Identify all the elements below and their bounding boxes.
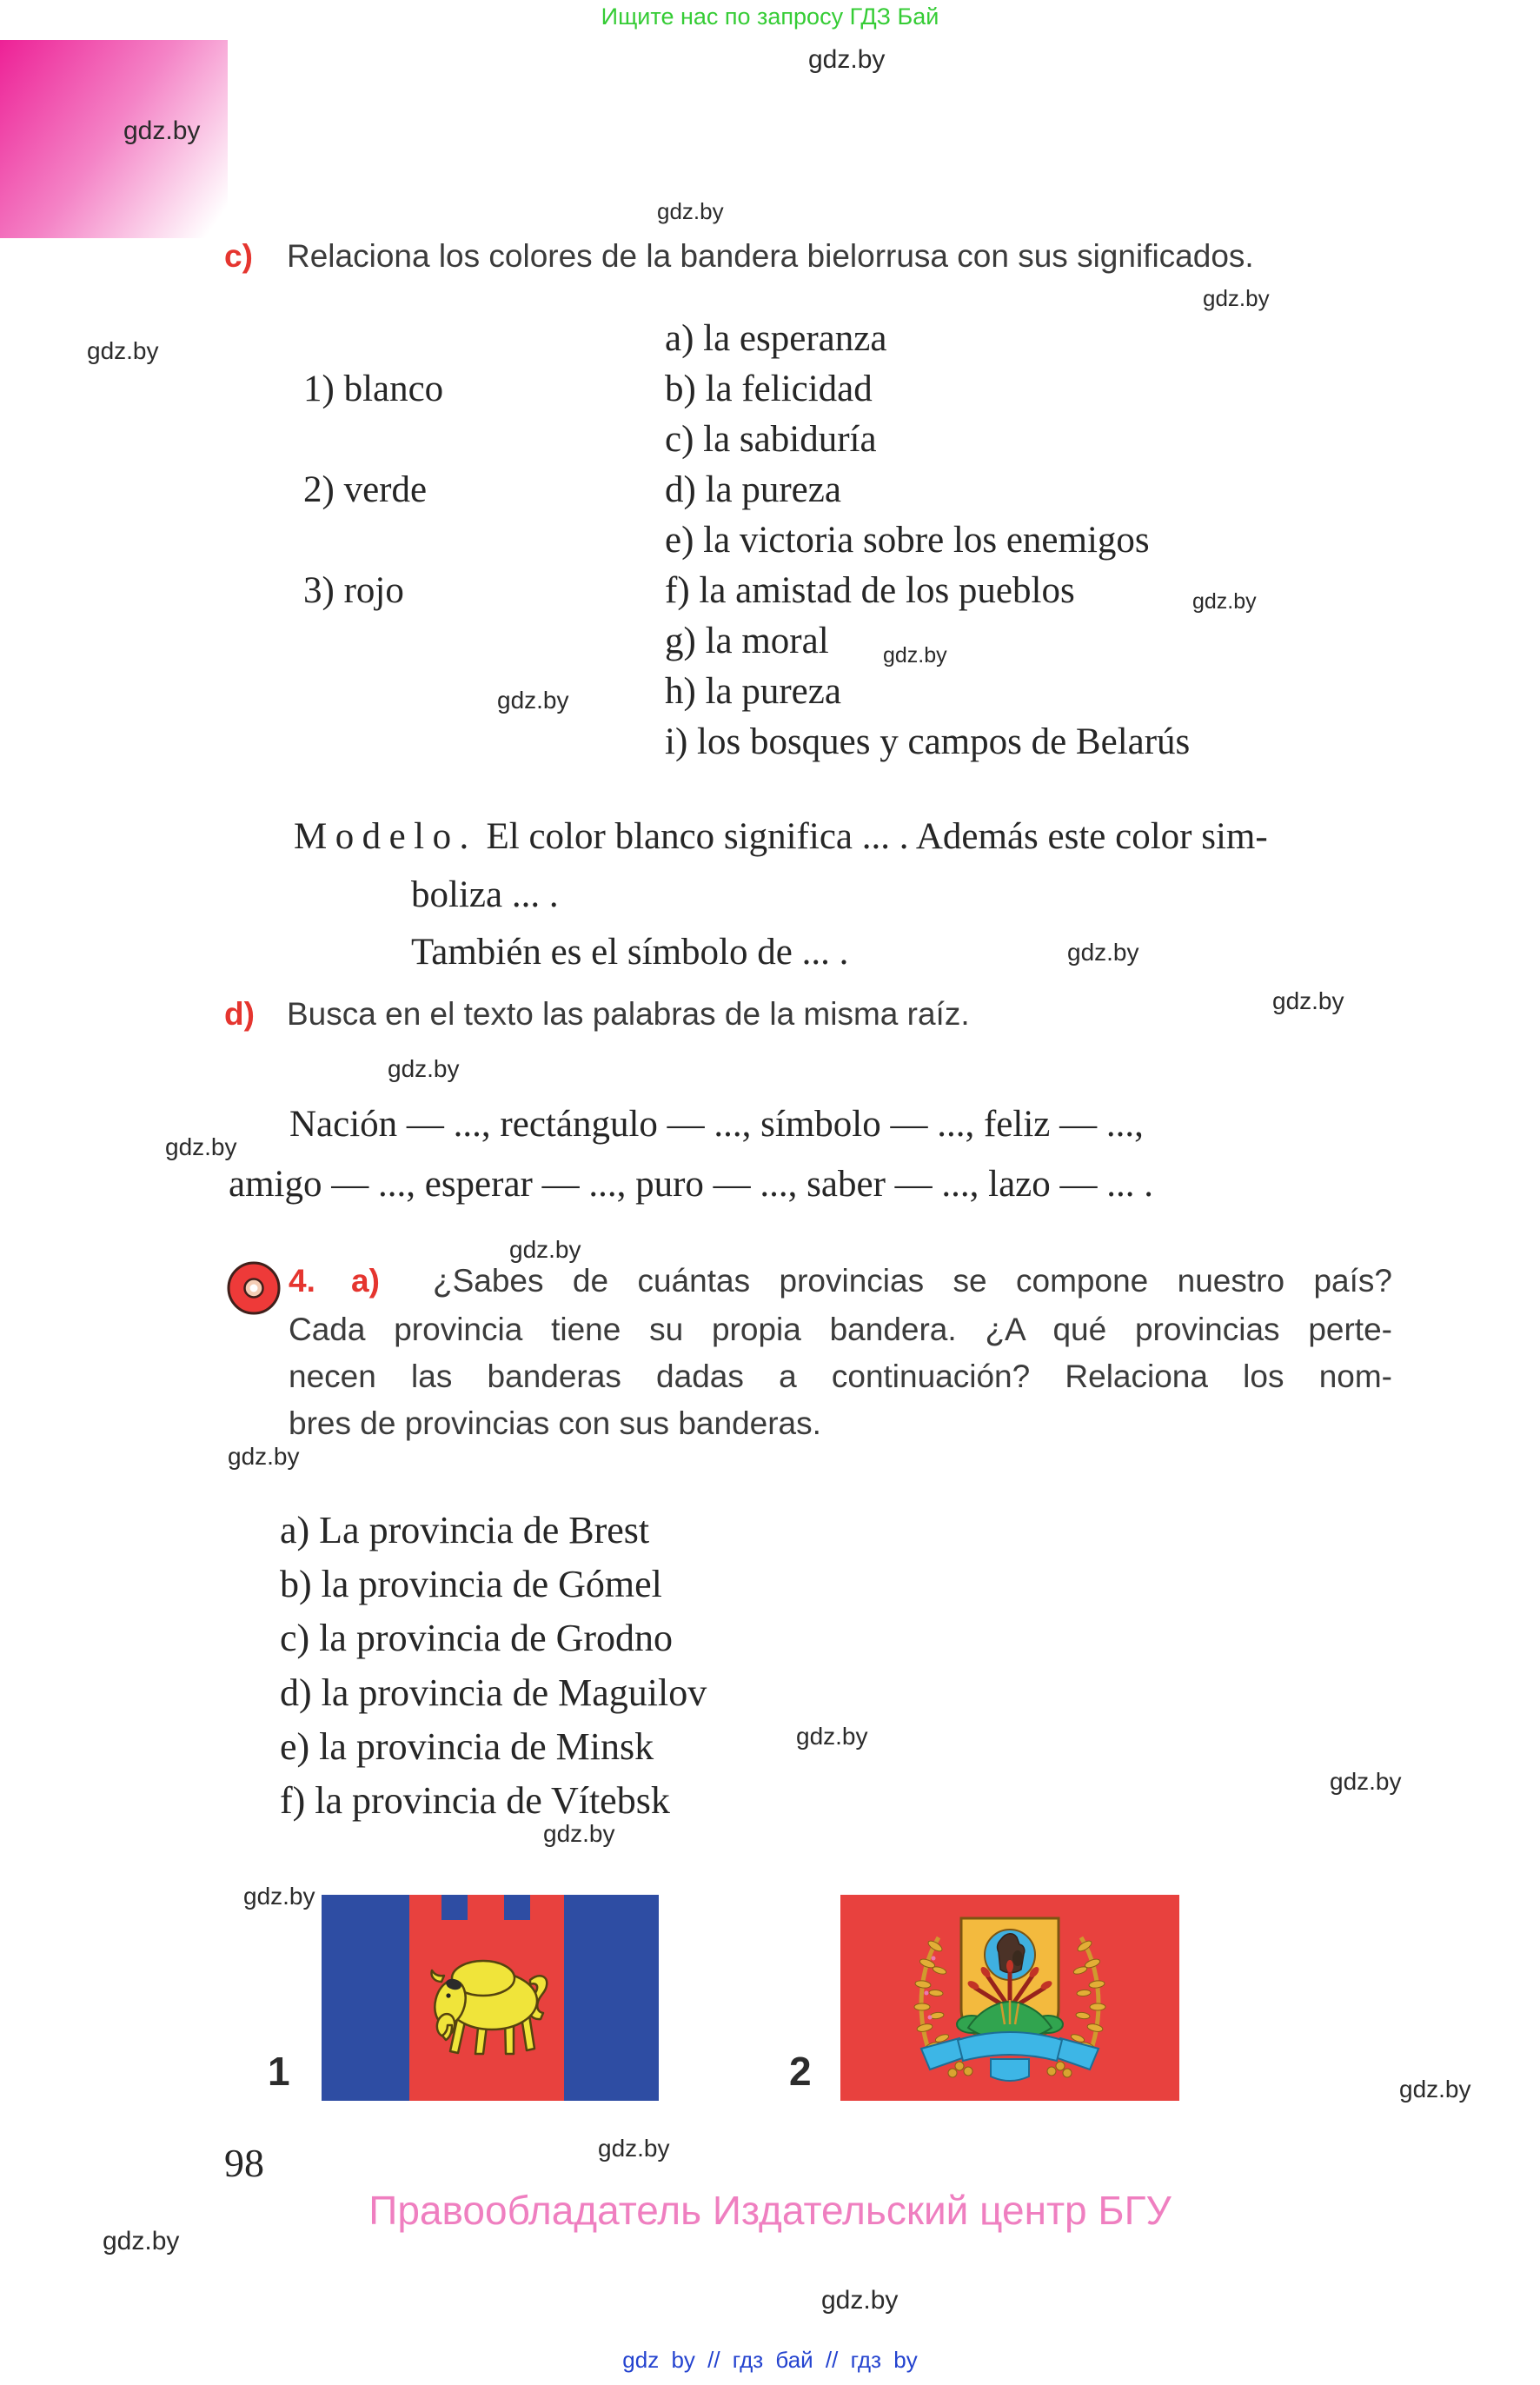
watermark-gdzby: gdz.by: [228, 1443, 300, 1470]
exercise-c-label: c): [224, 238, 253, 274]
province-item: e) la provincia de Minsk: [280, 1725, 654, 1768]
watermark-gdzby: gdz.by: [103, 2227, 180, 2255]
option-item: f) la amistad de los pueblos: [665, 570, 1075, 611]
province-item: d) la provincia de Maguilov: [280, 1671, 707, 1714]
watermark-gdzby: gdz.by: [123, 116, 201, 145]
option-item: b) la felicidad: [665, 369, 873, 409]
province-item: c) la provincia de Grodno: [280, 1617, 674, 1659]
watermark-gdzby: gdz.by: [1203, 285, 1270, 311]
watermark-gdzby: gdz.by: [497, 687, 569, 714]
exercise-d-instruction: Busca en el texto las palabras de la misma raíz.: [287, 996, 970, 1032]
option-item: h) la pureza: [665, 671, 841, 712]
watermark-gdzby: gdz.by: [1399, 2076, 1471, 2103]
exercise-4-sub-label: a): [351, 1263, 380, 1299]
watermark-gdzby: gdz.by: [598, 2135, 670, 2162]
footer-links[interactable]: gdz by // гдз бай // гдз by: [622, 2347, 918, 2373]
watermark-gdzby: gdz.by: [165, 1133, 237, 1160]
watermark-gdzby: gdz.by: [808, 45, 886, 74]
words-line: amigo — ..., esperar — ..., puro — ..., saber — ..., lazo — ... .: [229, 1164, 1154, 1205]
modelo-line-2: boliza ... .: [411, 874, 559, 915]
modelo-line-1: [294, 816, 1268, 857]
top-banner: Ищите нас по запросу ГДЗ Бай: [601, 3, 939, 30]
exercise-d-label: d): [224, 996, 255, 1032]
province-item: f) la provincia de Vítebsk: [280, 1779, 670, 1822]
exercise-4-line: Cada provincia tiene su propia bandera. ¿A qué provincias perte-: [289, 1312, 1392, 1347]
modelo-line-3: También es el símbolo de ... .: [411, 932, 849, 973]
watermark-gdzby: gdz.by: [1067, 939, 1139, 966]
option-item: e) la victoria sobre los enemigos: [665, 520, 1150, 561]
option-item: c) la sabiduría: [665, 419, 877, 460]
watermark-gdzby: gdz.by: [543, 1820, 615, 1847]
watermark-gdzby: gdz.by: [1330, 1768, 1402, 1795]
option-item: g) la moral: [665, 621, 829, 661]
watermark-gdzby: gdz.by: [509, 1236, 581, 1263]
watermark-gdzby: gdz.by: [87, 337, 159, 364]
flag-2-number: 2: [789, 2049, 812, 2094]
province-item: a) La provincia de Brest: [280, 1509, 650, 1551]
exercise-4-number: 4.: [289, 1263, 315, 1299]
watermark-gdzby: gdz.by: [1272, 987, 1344, 1014]
exercise-4-line: bres de provincias con sus banderas.: [289, 1405, 821, 1441]
watermark-gdzby: gdz.by: [657, 198, 724, 224]
option-item: a) la esperanza: [665, 318, 887, 359]
watermark-gdzby: gdz.by: [821, 2286, 899, 2315]
watermark-gdzby: gdz.by: [388, 1055, 460, 1082]
modelo-label: Modelo.: [294, 816, 477, 857]
color-item: 3) rojo: [303, 570, 404, 611]
watermark-gdzby: gdz.by: [243, 1883, 315, 1910]
watermark-gdzby: gdz.by: [796, 1723, 868, 1750]
flag-1-image: [322, 1895, 659, 2101]
modelo-text: El color blanco significa ... . Además este color sim-: [486, 816, 1268, 857]
flag-2-image: [840, 1895, 1179, 2101]
exercise-4-line: necen las banderas dadas a continuación? Relaciona los nom-: [289, 1359, 1392, 1394]
audio-disc-icon: [226, 1260, 282, 1316]
watermark-gdzby: gdz.by: [883, 643, 947, 668]
words-line: Nación — ..., rectángulo — ..., símbolo — ..., feliz — ...,: [289, 1104, 1144, 1145]
option-item: d) la pureza: [665, 469, 841, 510]
exercise-c-instruction: Relaciona los colores de la bandera bielorrusa con sus significados.: [287, 238, 1254, 274]
watermark-gdzby: gdz.by: [1192, 589, 1257, 614]
flag-1-number: 1: [268, 2049, 290, 2094]
exercise-4-line: ¿Sabes de cuántas provincias se compone nuestro país?: [433, 1263, 1392, 1299]
page-number: 98: [224, 2141, 264, 2185]
color-item: 2) verde: [303, 469, 428, 510]
footer-copyright: Правообладатель Издательский центр БГУ: [368, 2188, 1172, 2233]
option-item: i) los bosques y campos de Belarús: [665, 721, 1191, 762]
color-item: 1) blanco: [303, 369, 444, 409]
province-item: b) la provincia de Gómel: [280, 1563, 662, 1605]
